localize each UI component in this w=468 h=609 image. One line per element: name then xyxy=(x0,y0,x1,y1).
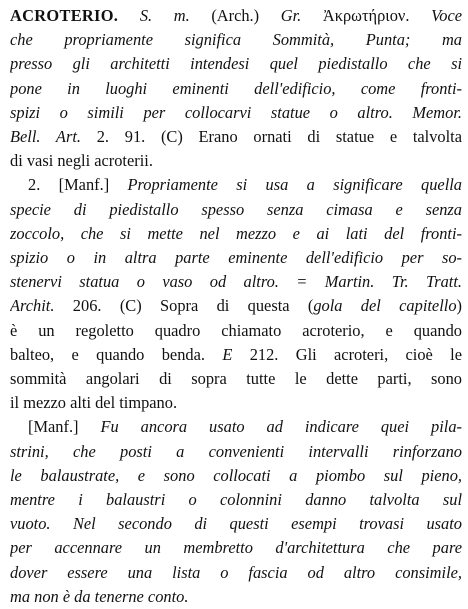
text-segment xyxy=(118,6,140,25)
text-line xyxy=(10,28,462,52)
text-line xyxy=(10,222,462,246)
dictionary-entry-acroterio xyxy=(10,4,462,609)
text-segment: Ἀκρωτήριον. xyxy=(301,6,432,25)
text-line xyxy=(10,585,462,609)
text-segment: pone in luoghi eminenti dell'edificio, come fronti- xyxy=(10,78,462,98)
text-line xyxy=(10,173,462,197)
text-line xyxy=(10,246,462,270)
text-segment: Propriamente si usa a significare quella xyxy=(127,175,462,195)
text-segment: ) xyxy=(456,296,462,316)
text-line xyxy=(10,149,462,173)
text-segment: E xyxy=(222,344,233,364)
text-segment: Gr. xyxy=(280,6,302,25)
text-segment: specie di piedistallo spesso senza cimasa e senza xyxy=(10,199,462,219)
text-line xyxy=(10,488,462,512)
text-line xyxy=(10,125,462,149)
text-line xyxy=(10,512,462,536)
text-line xyxy=(10,101,462,125)
text-line xyxy=(10,294,462,318)
text-segment: sommità angolari di sopra tutte le dette parti, sono xyxy=(10,369,462,389)
text-line xyxy=(10,343,462,367)
text-line xyxy=(10,319,462,343)
text-segment: strini, che posti a convenienti intervalli rinforzano xyxy=(10,441,462,461)
text-line xyxy=(10,198,462,222)
text-line xyxy=(10,52,462,76)
text-line xyxy=(10,367,462,391)
headword: ACROTERIO. xyxy=(10,6,119,25)
text-line xyxy=(10,464,462,488)
text-segment: S. m. xyxy=(139,6,190,25)
text-segment: Fu ancora usato ad indicare quei pila- xyxy=(100,417,462,437)
text-line xyxy=(10,77,462,101)
text-segment: [Manf.] xyxy=(28,417,101,437)
text-segment: spizio o in altra parte eminente dell'edificio per so- xyxy=(10,248,462,268)
text-segment: Bell. Art. xyxy=(10,127,81,147)
text-segment: presso gli architetti intendesi quel piedistallo che si xyxy=(10,54,462,74)
text-segment: che propriamente significa Sommità, Punta; ma xyxy=(10,30,462,50)
text-segment: (Arch.) xyxy=(189,6,281,25)
text-segment: ma non è da tenerne conto. xyxy=(10,586,189,606)
text-segment: 2. [Manf.] xyxy=(28,175,128,195)
text-line xyxy=(10,440,462,464)
text-line xyxy=(10,4,462,28)
text-segment: 212. Gli acroteri, cioè le xyxy=(232,344,462,364)
text-segment: Archit. xyxy=(10,296,55,316)
text-segment: balteo, e quando benda. xyxy=(10,344,223,364)
text-segment: gola del capitello xyxy=(313,296,457,316)
text-segment: zoccolo, che si mette nel mezzo e ai lati del fronti- xyxy=(10,223,462,243)
text-segment: 206. (C) Sopra di questa ( xyxy=(54,296,314,316)
text-segment: stenervi statua o vaso od altro. = Martin. Tr. Tratt. xyxy=(10,272,462,292)
text-segment: il mezzo alti del timpano. xyxy=(10,393,178,413)
text-segment: dover essere una lista o fascia od altro consimile, xyxy=(10,562,462,582)
text-segment: le balaustrate, e sono collocati a piombo sul pieno, xyxy=(10,465,462,485)
text-line xyxy=(10,415,462,439)
text-segment: di vasi negli acroterii. xyxy=(10,151,153,171)
text-segment: Voce xyxy=(431,6,462,25)
text-segment: vuoto. Nel secondo di questi esempi trovasi usato xyxy=(10,514,462,534)
text-line xyxy=(10,561,462,585)
text-segment: è un regoletto quadro chiamato acroterio, e quando xyxy=(10,320,462,340)
text-segment: mentre i balaustri o colonnini danno talvolta sul xyxy=(10,490,462,510)
text-line xyxy=(10,391,462,415)
text-segment: spizi o simili per collocarvi statue o altro. Memor. xyxy=(10,102,462,122)
text-line xyxy=(10,270,462,294)
text-line xyxy=(10,536,462,560)
text-segment: per accennare un membretto d'architettura che pare xyxy=(10,538,462,558)
text-segment: 2. 91. (C) Erano ornati di statue e talvolta xyxy=(80,127,462,147)
